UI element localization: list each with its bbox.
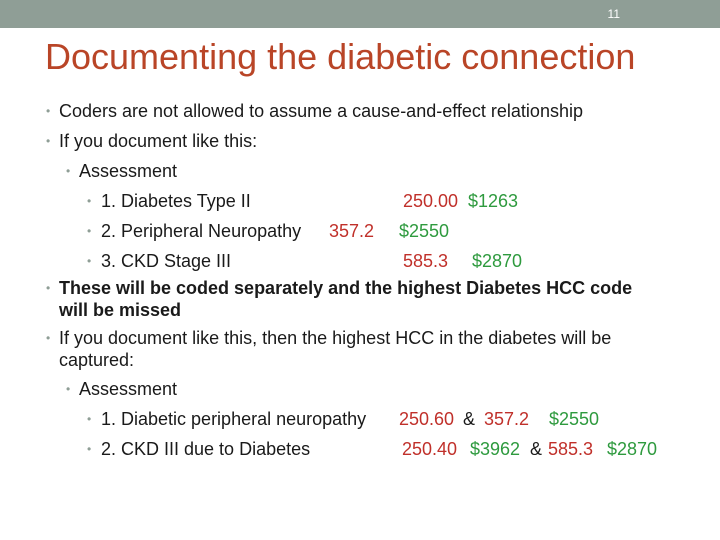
icd-code: 585.3 (403, 251, 449, 271)
bullet-marker: • (87, 412, 92, 426)
icd-code: 357.2 (484, 409, 530, 429)
bullet-text: Coders are not allowed to assume a cause-and-effect relationship (59, 101, 583, 121)
icd-code: 250.40 (402, 439, 458, 459)
bullet-marker: • (46, 134, 51, 148)
hcc-amount: $1263 (468, 191, 519, 211)
item-label: 2. CKD III due to Diabetes (101, 439, 311, 459)
bullet-marker: • (87, 224, 92, 238)
slide-number: 11 (607, 7, 620, 21)
icd-code: 250.00 (403, 191, 459, 211)
bullet-marker: • (87, 194, 92, 208)
bullet-marker: • (87, 442, 92, 456)
bullet-marker: • (66, 164, 71, 178)
bullet-text-continued: captured: (59, 350, 135, 370)
slide-title: Documenting the diabetic connection (45, 36, 636, 77)
icd-code: 250.60 (399, 409, 455, 429)
hcc-amount: $2550 (549, 409, 600, 429)
bullet-text-continued: will be missed (59, 300, 182, 320)
hcc-amount: $2550 (399, 221, 450, 241)
bullet-marker: • (46, 281, 51, 295)
hcc-amount: $2870 (472, 251, 523, 271)
bullet-marker: • (87, 254, 92, 268)
hcc-amount: $2870 (607, 439, 658, 459)
item-label: 1. Diabetes Type II (101, 191, 251, 211)
bullet-text: If you document like this: (59, 131, 258, 151)
item-label: 3. CKD Stage III (101, 251, 232, 271)
bullet-marker: • (66, 382, 71, 396)
icd-code: 585.3 (548, 439, 594, 459)
bullet-marker: • (46, 104, 51, 118)
bullet-text: These will be coded separately and the highest Diabetes HCC code (59, 278, 633, 298)
ampersand: & (463, 409, 476, 429)
sub-heading: Assessment (79, 379, 178, 399)
hcc-amount: $3962 (470, 439, 521, 459)
icd-code: 357.2 (329, 221, 375, 241)
bullet-text: If you document like this, then the highest HCC in the diabetes will be (59, 328, 612, 348)
item-label: 1. Diabetic peripheral neuropathy (101, 409, 367, 429)
ampersand: & (530, 439, 543, 459)
item-label: 2. Peripheral Neuropathy (101, 221, 302, 241)
bullet-marker: • (46, 331, 51, 345)
sub-heading: Assessment (79, 161, 178, 181)
